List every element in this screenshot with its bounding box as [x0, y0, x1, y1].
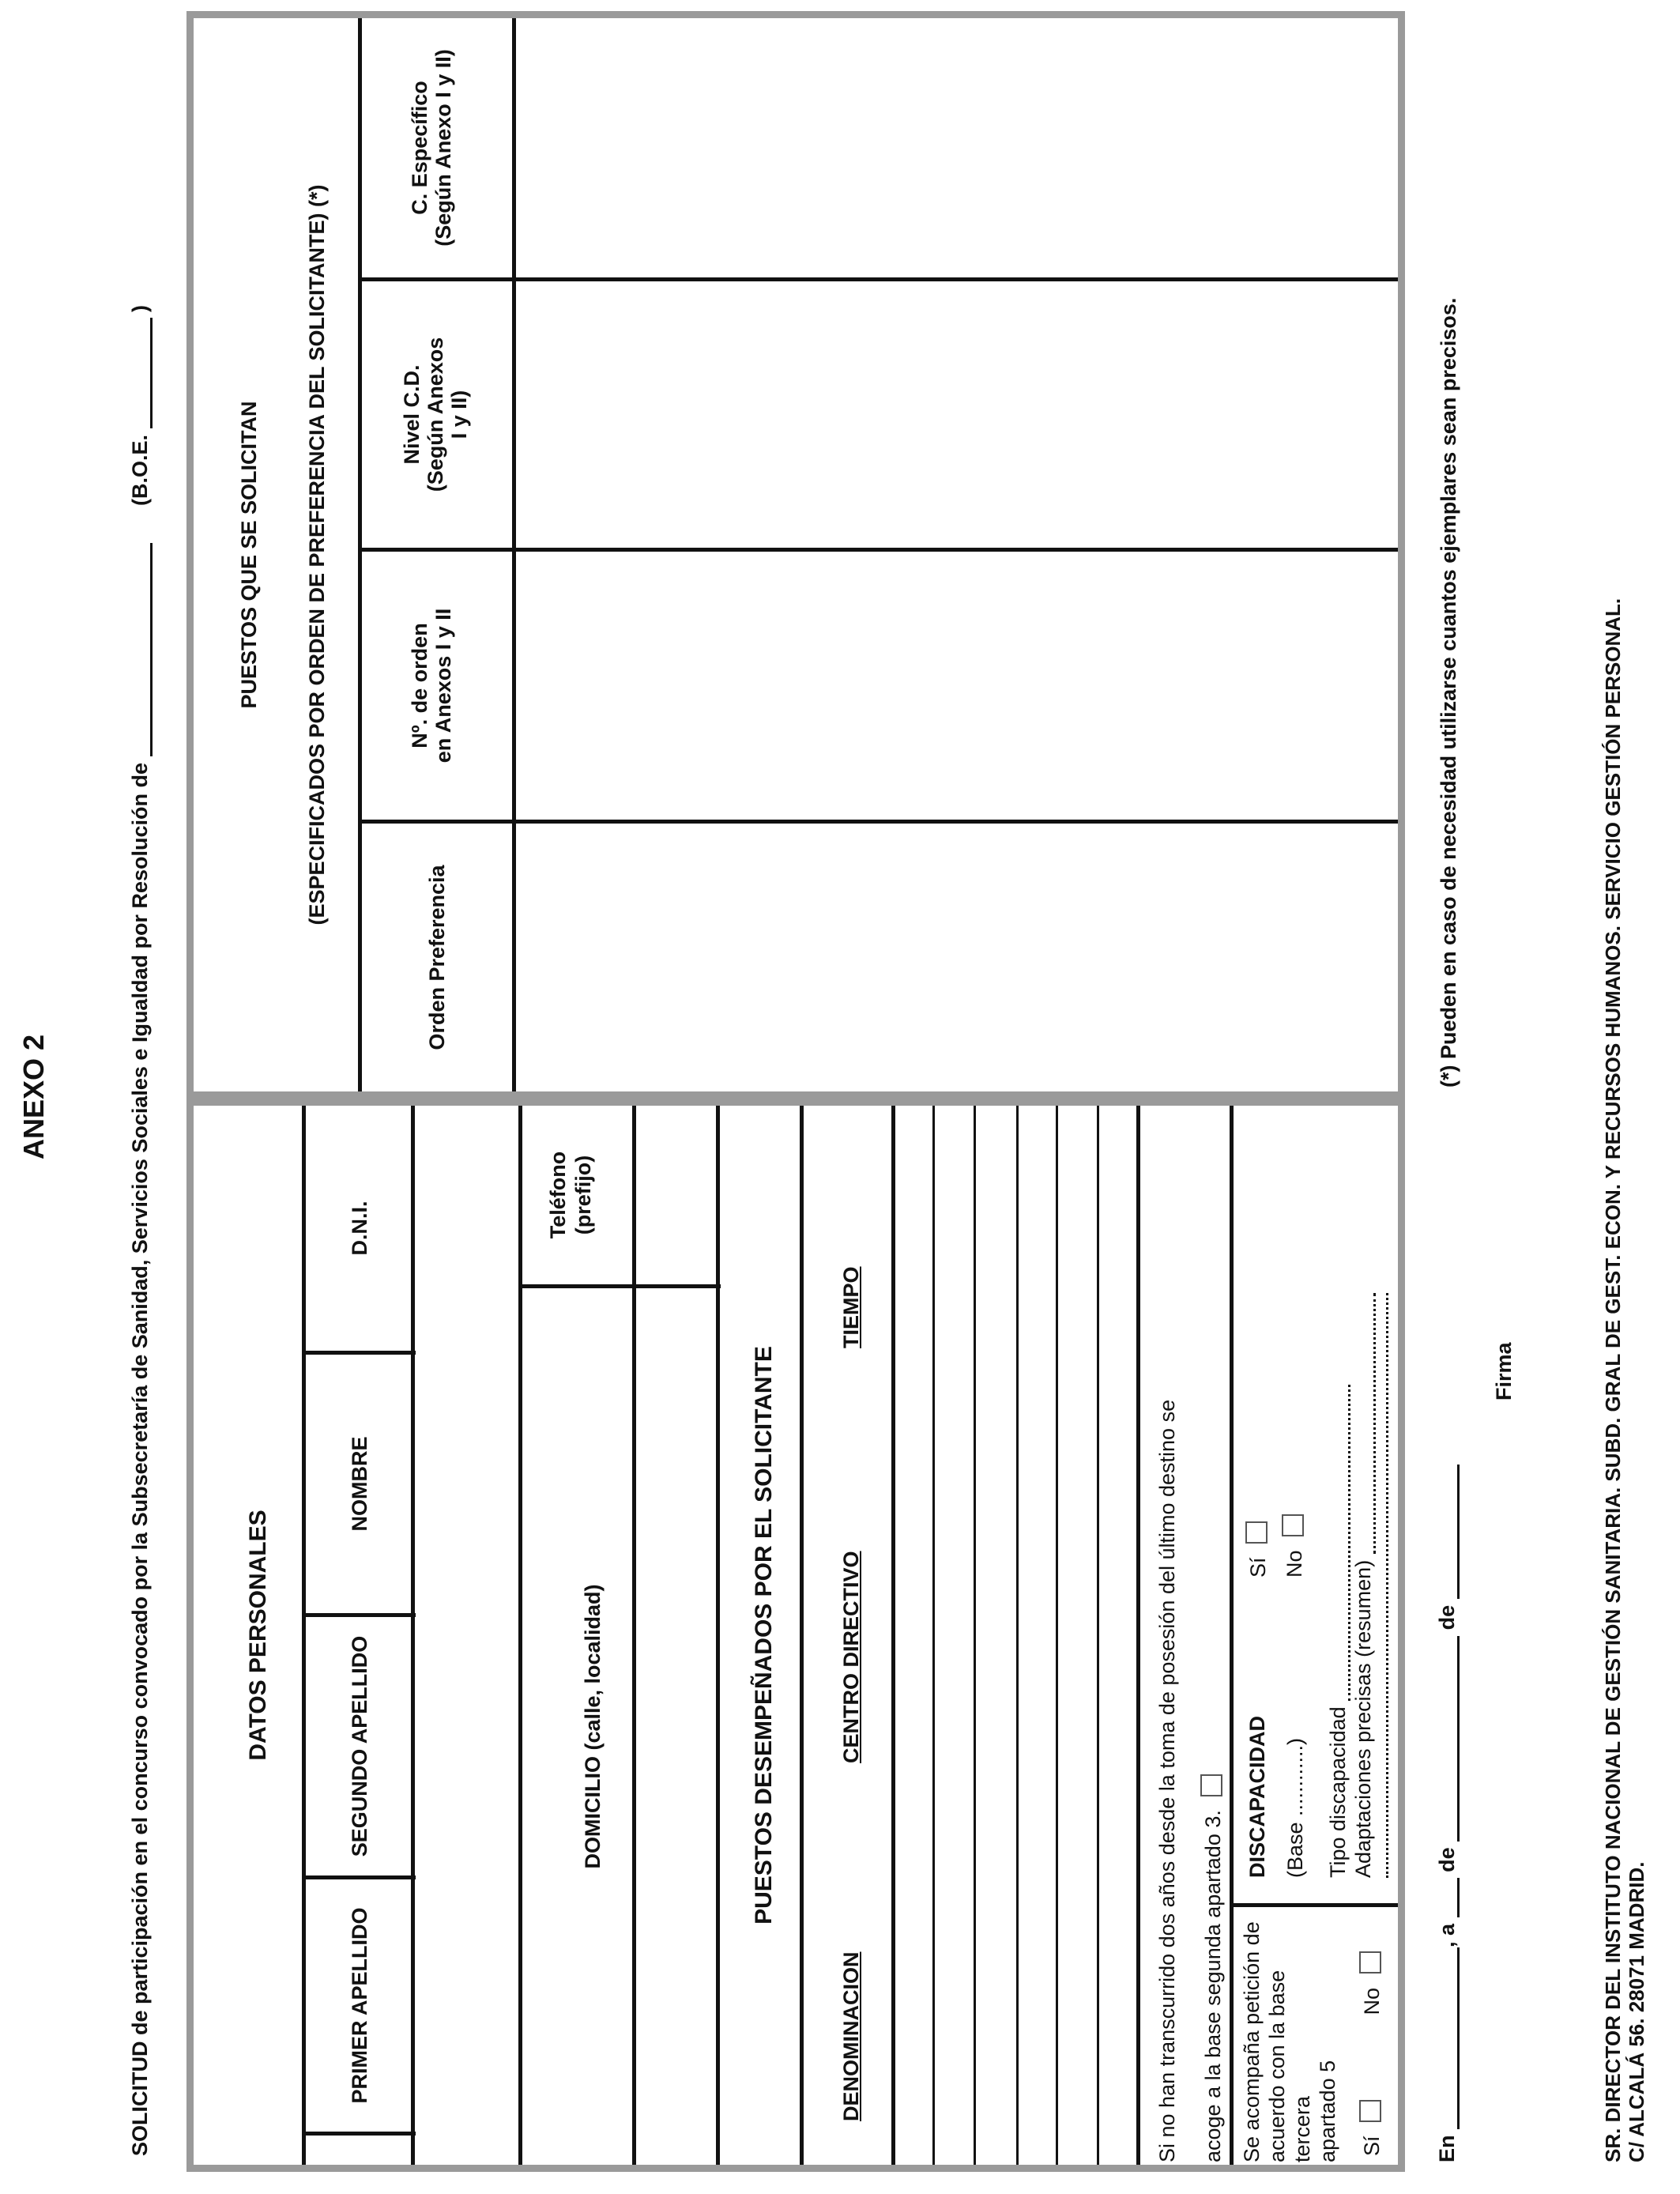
address-line1: SR. DIRECTOR DEL INSTITUTO NACIONAL DE GESTIÓN SANITARIA. SUBD. GRAL DE GEST. ECON. Y RECURSOS HUMANOS. SERVICIO GESTIÓN PERSONAL.: [1601, 598, 1625, 2162]
peticion-si-checkbox[interactable]: [1359, 2100, 1381, 2122]
anio-blank[interactable]: [1430, 1465, 1460, 1599]
pt-dom-bottom: [716, 1106, 720, 2165]
field-primer-apellido[interactable]: [416, 1879, 517, 2132]
boe-label: (B.O.E.: [128, 434, 152, 506]
col-centro-directivo: CENTRO DIRECTIVO: [839, 1551, 863, 1763]
col-segundo-apellido: SEGUNDO APELLIDO: [348, 1635, 371, 1857]
discapacidad-no: No: [1282, 1514, 1307, 1578]
peticion-text: Se acompaña petición de acuerdo con la base tercera apartado 5: [1240, 1921, 1339, 2162]
base-segunda-bottom-line: [1230, 1106, 1234, 2165]
firma-label: Firma: [1492, 1342, 1516, 1400]
ps-col-nivel-cd: Nivel C.D. (Según Anexos I y II): [400, 337, 471, 492]
tipo-discapacidad-field[interactable]: [1324, 1385, 1350, 1701]
ps-field-nivel-cd[interactable]: [517, 281, 1397, 548]
field-domicilio[interactable]: [637, 1288, 714, 2165]
base-segunda-text: [1144, 1111, 1236, 2162]
boe-blank[interactable]: [123, 318, 153, 428]
ps-col-orden-preferencia: Orden Preferencia: [425, 865, 449, 1050]
ps-col-numero-orden: Nº. de orden en Anexos I y II: [408, 608, 455, 763]
base-segunda-checkbox[interactable]: [1200, 1774, 1222, 1796]
discapacidad-no-checkbox[interactable]: [1282, 1514, 1304, 1536]
lugar-blank[interactable]: [1430, 1947, 1460, 2129]
pd-row-line-5: [1056, 1106, 1058, 2165]
resolucion-date-blank[interactable]: [123, 544, 153, 757]
pt-dom-mid: [632, 1106, 636, 2165]
discapacidad-title: DISCAPACIDAD: [1245, 1715, 1269, 1878]
ps-col-c-especifico: C. Específico (Según Anexo I y II): [408, 49, 455, 247]
peticion-si-label: Sí: [1360, 2136, 1384, 2156]
dia-blank[interactable]: [1430, 1878, 1460, 1917]
puestos-solicitan-subtitle: (ESPECIFICADOS POR ORDEN DE PREFERENCIA DEL SOLICITANTE) (*): [305, 184, 329, 925]
tipo-discapacidad: Tipo discapacidad: [1324, 1385, 1350, 1878]
field-dni[interactable]: [416, 1106, 517, 1351]
pd-row-line-6: [1097, 1106, 1099, 2165]
col-tiempo: TIEMPO: [839, 1266, 863, 1348]
col-nombre: NOMBRE: [348, 1436, 371, 1532]
ps-field-numero-orden[interactable]: [517, 552, 1397, 820]
ps-header-bottom: [512, 18, 516, 1091]
prefijo-text: (prefijo): [571, 1155, 595, 1235]
mes-blank[interactable]: [1430, 1636, 1460, 1842]
pd-row-line-2: [932, 1106, 935, 2165]
telefono-label: [545, 1106, 596, 1284]
ps-field-c-especifico[interactable]: [517, 18, 1397, 277]
address: [1601, 598, 1648, 2162]
pd-row-line-4: [1016, 1106, 1019, 2165]
discapacidad-si: Sí: [1245, 1521, 1271, 1578]
ps-field-orden-preferencia[interactable]: [517, 824, 1397, 1091]
base-segunda-line1: Si no han transcurrido dos años desde la toma de posesión del último destino se: [1155, 1399, 1179, 2162]
page-title: ANEXO 2: [17, 1034, 50, 1160]
puestos-solicitan-title: PUESTOS QUE SE SOLICITAN: [237, 401, 261, 709]
pt-dom-top: [518, 1106, 522, 2165]
field-nombre[interactable]: [416, 1355, 517, 1613]
field-segundo-apellido[interactable]: [416, 1617, 517, 1875]
pd-row[interactable]: [1059, 1106, 1095, 2165]
pd-row[interactable]: [1019, 1106, 1054, 2165]
peticion-div: [1230, 1903, 1398, 1907]
adaptaciones-extra-line[interactable]: [1375, 1293, 1388, 1878]
col-primer-apellido: PRIMER APELLIDO: [348, 1907, 371, 2104]
pd-row[interactable]: [895, 1106, 931, 2165]
adaptaciones: Adaptaciones precisas (resumen): [1350, 1293, 1376, 1878]
signature-line: En , a de de: [1430, 1465, 1460, 2162]
pd-bottom-line: [1136, 1106, 1140, 2165]
base-segunda-line2: acoge a la base segunda apartado 3.: [1201, 1810, 1225, 2162]
pt-header-line: [411, 1106, 415, 2165]
domicilio-label: DOMICILIO (calle, localidad): [581, 1584, 605, 1869]
discapacidad-base: (Base ............): [1283, 1737, 1307, 1878]
pt-left-edge: [302, 2132, 416, 2136]
telefono-text: Teléfono: [546, 1151, 570, 1239]
puestos-desempenados-title: PUESTOS DESEMPEÑADOS POR EL SOLICITANTE: [751, 1346, 777, 1924]
pd-row[interactable]: [936, 1106, 972, 2165]
pd-row-line-3: [974, 1106, 976, 2165]
ps-header-top: [358, 18, 362, 1091]
peticion-no-label: No: [1360, 1987, 1384, 2015]
peticion-options: [1359, 1951, 1384, 2156]
col-dni: D.N.I.: [348, 1201, 371, 1256]
footnote: (*) Pueden en caso de necesidad utilizarse cuantos ejemplares sean precisos.: [1437, 297, 1460, 1088]
col-denominacion: DENOMINACION: [839, 1951, 863, 2121]
address-line2: C/ ALCALÁ 56. 28071 MADRID.: [1625, 1861, 1648, 2162]
header-line: SOLICITUD de participación en el concurso convocado por la Subsecretaría de Sanidad, Servicios Sociales e Igualdad por Resolución de (B.O.E. ): [123, 22, 153, 2156]
adaptaciones-field[interactable]: [1350, 1293, 1376, 1554]
peticion-no-checkbox[interactable]: [1359, 1951, 1381, 1973]
discapacidad-si-checkbox[interactable]: [1245, 1521, 1268, 1544]
pd-top-line: [800, 1106, 804, 2165]
datos-personales-title: DATOS PERSONALES: [245, 1510, 271, 1761]
pt-top-line: [302, 1106, 306, 2165]
pd-row[interactable]: [977, 1106, 1015, 2165]
field-telefono[interactable]: [637, 1106, 714, 1284]
